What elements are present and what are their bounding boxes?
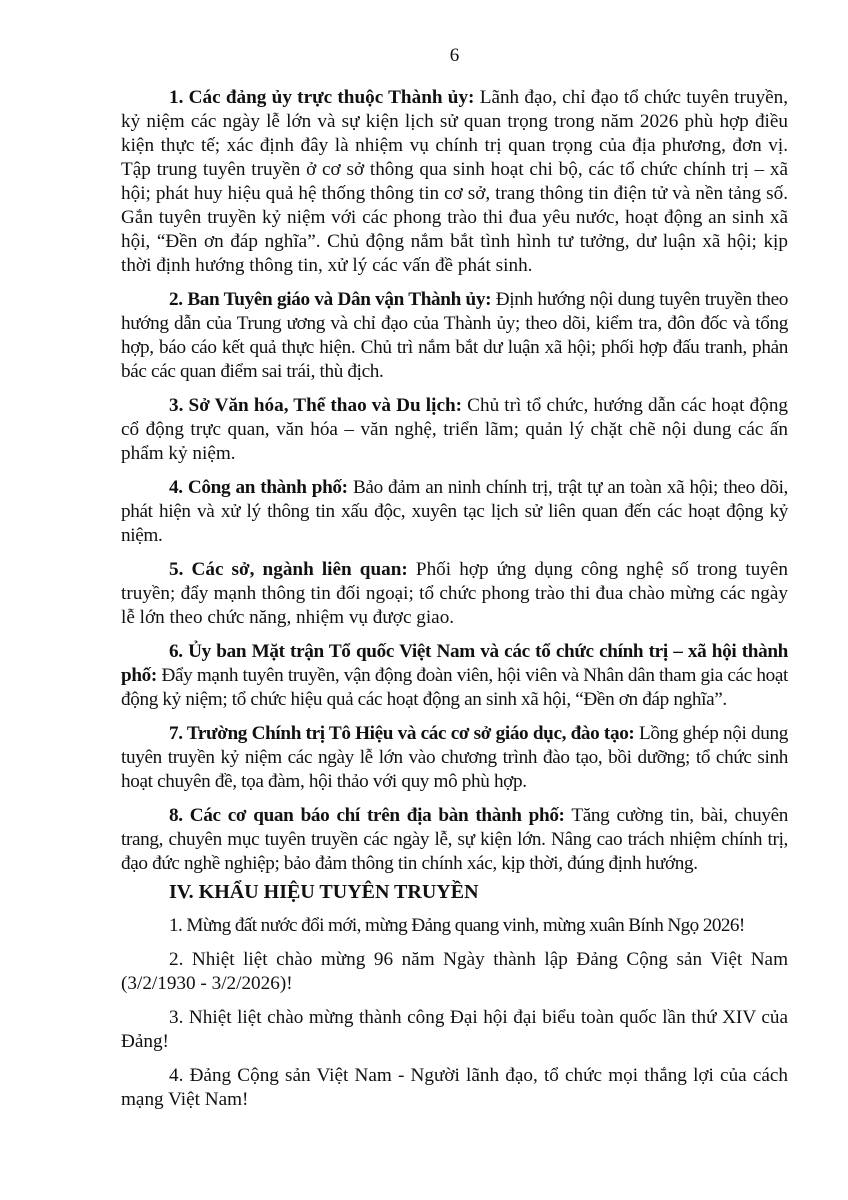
section-title: 3. Sở Văn hóa, Thể thao và Du lịch: [169, 395, 463, 416]
section-paragraph [121, 722, 788, 794]
section-title: 4. Công an thành phố: [169, 477, 348, 498]
section-title: 1. Các đảng ủy trực thuộc Thành ủy: [169, 87, 475, 108]
section-title: 8. Các cơ quan báo chí trên địa bàn thành phố: [169, 805, 565, 826]
document-content [121, 86, 788, 1122]
slogans-heading: IV. KHẨU HIỆU TUYÊN TRUYỀN [169, 881, 479, 903]
section-body: Lồng ghép nội dung tuyên truyền kỷ niệm các ngày lễ lớn vào chương trình đào tạo, bồi dưỡng; tổ chức sinh hoạt chuyên đề, tọa đàm, hội thảo với quy mô phù hợp. [121, 723, 788, 792]
slogan-item: 2. Nhiệt liệt chào mừng 96 năm Ngày thành lập Đảng Cộng sản Việt Nam (3/2/1930 - 3/2/2026)! [121, 949, 788, 994]
section-title: 5. Các sở, ngành liên quan: [169, 559, 408, 580]
section-title: 6. Ủy ban Mặt trận Tổ quốc Việt Nam và các tổ chức chính trị – xã hội thành phố: [121, 641, 788, 686]
section-body: Định hướng nội dung tuyên truyền theo hướng dẫn của Trung ương và chỉ đạo của Thành ủy; theo dõi, kiểm tra, đôn đốc và tổng hợp, báo cáo kết quả thực hiện. Chủ trì nắm bắt dư luận xã hội; phối hợp đấu tranh, phản bác các quan điểm sai trái, thù địch. [121, 289, 788, 382]
section-paragraph [121, 288, 788, 384]
section-paragraph [121, 476, 788, 548]
page-number: 6 [449, 45, 460, 66]
slogan-item: 1. Mừng đất nước đổi mới, mừng Đảng quang vinh, mừng xuân Bính Ngọ 2026! [169, 915, 745, 936]
section-body: Bảo đảm an ninh chính trị, trật tự an toàn xã hội; theo dõi, phát hiện và xử lý thông tin xấu độc, xuyên tạc lịch sử liên quan đến các hoạt động kỷ niệm. [121, 477, 788, 546]
section-paragraph [121, 86, 788, 278]
slogan-item: 3. Nhiệt liệt chào mừng thành công Đại hội đại biểu toàn quốc lần thứ XIV của Đảng! [121, 1007, 788, 1052]
section-body: Tăng cường tin, bài, chuyên trang, chuyên mục tuyên truyền các ngày lễ, sự kiện lớn. Nâng cao trách nhiệm chính trị, đạo đức nghề nghiệp; bảo đảm thông tin chính xác, kịp thời, đúng định hướng. [121, 805, 788, 874]
section-body: Lãnh đạo, chỉ đạo tổ chức tuyên truyền, kỷ niệm các ngày lễ lớn và sự kiện lịch sử quan trọng trong năm 2026 phù hợp điều kiện thực tế; xác định đây là nhiệm vụ chính trị quan trọng của địa phương, đơn vị. Tập trung tuyên truyền ở cơ sở thông qua sinh hoạt chi bộ, các tổ chức chính trị – xã hội; phát huy hiệu quả hệ thống thông tin cơ sở, trang thông tin điện tử và nền tảng số. Gắn tuyên truyền kỷ niệm với các phong trào thi đua yêu nước, hoạt động an sinh xã hội, “Đền ơn đáp nghĩa”. Chủ động nắm bắt tình hình tư tưởng, dư luận xã hội; kịp thời định hướng thông tin, xử lý các vấn đề phát sinh. [121, 87, 788, 276]
section-body: Đẩy mạnh tuyên truyền, vận động đoàn viên, hội viên và Nhân dân tham gia các hoạt động kỷ niệm; tổ chức hiệu quả các hoạt động an sinh xã hội, “Đền ơn đáp nghĩa”. [121, 665, 789, 710]
section-paragraph [121, 640, 788, 712]
section-body: Chủ trì tổ chức, hướng dẫn các hoạt động cổ động trực quan, văn hóa – văn nghệ, triển lãm; quản lý chặt chẽ nội dung các ấn phẩm kỷ niệm. [121, 395, 789, 464]
section-paragraph [121, 804, 788, 876]
section-title: 2. Ban Tuyên giáo và Dân vận Thành ủy: [169, 289, 492, 310]
section-paragraph [121, 394, 788, 466]
slogan-item: 4. Đảng Cộng sản Việt Nam - Người lãnh đạo, tổ chức mọi thắng lợi của cách mạng Việt Nam! [121, 1065, 788, 1110]
section-body: Phối hợp ứng dụng công nghệ số trong tuyên truyền; đẩy mạnh thông tin đối ngoại; tổ chức phong trào thi đua chào mừng các ngày lễ lớn theo chức năng, nhiệm vụ được giao. [121, 559, 789, 628]
section-title: 7. Trường Chính trị Tô Hiệu và các cơ sở giáo dục, đào tạo: [169, 723, 635, 744]
section-paragraph [121, 558, 788, 630]
